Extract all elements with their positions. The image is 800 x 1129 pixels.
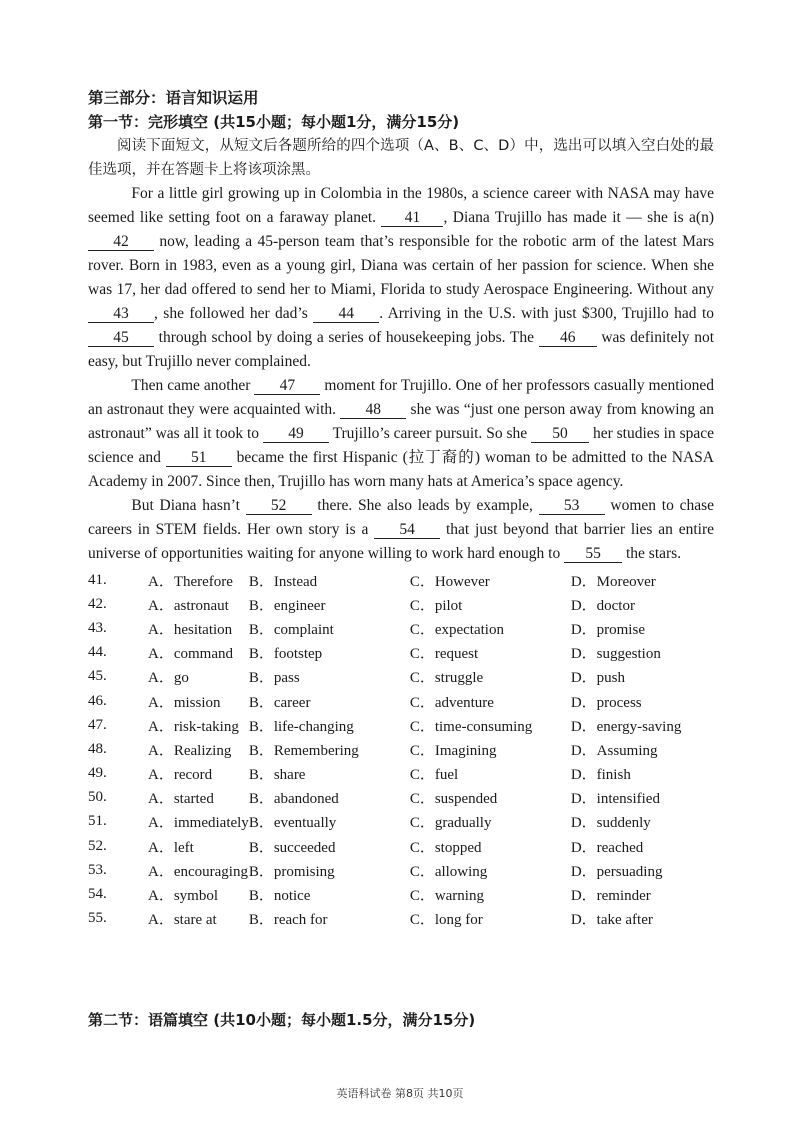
- question-number: 55.: [88, 910, 107, 927]
- passage-text: now, leading a 45-person team that’s responsible for the robotic arm of the latest Mars rover. Born in 1983, even as a young girl, Diana was certain of her passion for science. When she was 17, her dad offered to send her to Miami, Florida to study Aerospace Engineering. Without any: [88, 233, 714, 298]
- option-a: A．go: [148, 670, 189, 687]
- passage-text: her studies in space science and: [88, 425, 714, 466]
- blank-43: 43: [88, 306, 154, 323]
- passage-text: moment for Trujillo. One of her professors casually mentioned an astronaut they were acquainted with.: [88, 377, 714, 418]
- passage-paragraph-3: [88, 494, 714, 566]
- passage-text: Then came another: [131, 377, 255, 394]
- blank-46: 46: [539, 330, 597, 347]
- blank-52: 52: [246, 498, 312, 515]
- option-c: C．struggle: [409, 670, 484, 687]
- option-row: [88, 882, 711, 906]
- option-row: [88, 786, 711, 810]
- blank-42: 42: [88, 234, 154, 251]
- options-table: [88, 568, 711, 931]
- question-number: 49.: [88, 765, 107, 782]
- option-b: B．footstep: [248, 646, 323, 663]
- option-d: D．finish: [570, 767, 631, 784]
- option-b: B．engineer: [248, 597, 326, 614]
- option-a: A．encouraging: [148, 863, 248, 880]
- option-b: B．Remembering: [248, 742, 359, 759]
- option-row: [88, 592, 711, 616]
- option-d: D．intensified: [570, 791, 660, 808]
- option-b: B．succeeded: [248, 839, 336, 856]
- question-number: 48.: [88, 740, 107, 757]
- blank-51: 51: [166, 450, 232, 467]
- option-d: D．promise: [570, 621, 645, 638]
- question-number: 54.: [88, 886, 107, 903]
- option-b: B．career: [248, 694, 311, 711]
- option-d: D．suggestion: [570, 646, 661, 663]
- option-a: A．symbol: [148, 888, 219, 905]
- question-number: 53.: [88, 861, 107, 878]
- option-row: [88, 689, 711, 713]
- blank-45: 45: [88, 330, 154, 347]
- option-a: A．astronaut: [148, 597, 229, 614]
- question-number: 44.: [88, 644, 107, 661]
- option-row: [88, 641, 711, 665]
- question-number: 41.: [88, 571, 107, 588]
- option-c: C．time-consuming: [409, 718, 533, 735]
- question-number: 42.: [88, 595, 107, 612]
- passage-text: women to chase careers in STEM fields. Her own story is a: [88, 497, 714, 538]
- option-c: C．request: [409, 646, 479, 663]
- exam-page: [88, 86, 714, 931]
- passage-text: was definitely not easy, but Trujillo never complained.: [88, 329, 714, 370]
- option-row: [88, 810, 711, 834]
- section2-title: 第二节：语篇填空 (共10小题；每小题1.5分，满分15分): [88, 1011, 476, 1029]
- passage-text: there. She also leads by example,: [311, 497, 539, 514]
- blank-48: 48: [340, 402, 406, 419]
- question-number: 46.: [88, 692, 107, 709]
- option-a: A．hesitation: [148, 621, 233, 638]
- passage-text: she was “just one person away from knowing an astronaut” was all it took to: [88, 401, 714, 442]
- blank-53: 53: [539, 498, 605, 515]
- option-d: D．Moreover: [570, 573, 656, 590]
- option-c: C．suspended: [409, 791, 498, 808]
- passage-text: . Arriving in the U.S. with just $300, Trujillo had to: [379, 305, 714, 322]
- option-a: A．stare at: [148, 912, 217, 929]
- option-a: A．immediately: [148, 815, 249, 832]
- option-d: D．reached: [570, 839, 644, 856]
- option-a: A．command: [148, 646, 233, 663]
- blank-47: 47: [254, 378, 320, 395]
- option-d: D．suddenly: [570, 815, 651, 832]
- option-a: A．mission: [148, 694, 221, 711]
- option-b: B．pass: [248, 670, 300, 687]
- blank-55: 55: [564, 546, 622, 563]
- option-c: C．warning: [409, 888, 484, 905]
- option-a: A．risk-taking: [148, 718, 239, 735]
- option-b: B．Instead: [248, 573, 318, 590]
- option-c: C．fuel: [409, 767, 459, 784]
- option-d: D．process: [570, 694, 642, 711]
- option-row: [88, 713, 711, 737]
- option-d: D．push: [570, 670, 625, 687]
- option-c: C．stopped: [409, 839, 482, 856]
- option-d: D．persuading: [570, 863, 663, 880]
- blank-44: 44: [313, 306, 379, 323]
- blank-49: 49: [263, 426, 329, 443]
- option-c: C．adventure: [409, 694, 494, 711]
- option-row: [88, 907, 711, 931]
- option-a: A．Therefore: [148, 573, 233, 590]
- option-d: D．take after: [570, 912, 653, 929]
- page-footer: 英语科试卷 第8页 共10页: [336, 1087, 464, 1100]
- passage-text: For a little girl growing up in Colombia in the 1980s, a science career with NASA may have seemed like setting foot on a faraway planet.: [88, 185, 714, 226]
- option-c: C．allowing: [409, 863, 488, 880]
- option-b: B．life-changing: [248, 718, 354, 735]
- passage-text: But Diana hasn’t: [131, 497, 246, 514]
- option-c: C．long for: [409, 912, 483, 929]
- passage-text: through school by doing a series of housekeeping jobs. The: [154, 329, 539, 346]
- passage-text: Trujillo’s career pursuit. So she: [328, 425, 532, 442]
- question-number: 43.: [88, 619, 107, 636]
- blank-54: 54: [374, 522, 440, 539]
- option-b: B．reach for: [248, 912, 328, 929]
- question-number: 50.: [88, 789, 107, 806]
- blank-41: 41: [381, 210, 443, 227]
- option-row: [88, 568, 711, 592]
- option-c: C．Imagining: [409, 742, 497, 759]
- passage-text: became the first Hispanic (拉丁裔的) woman to be admitted to the NASA Academy in 2007. Since then, Trujillo has worn many hats at America’s space agency.: [88, 449, 714, 490]
- option-row: [88, 616, 711, 640]
- option-d: D．reminder: [570, 888, 651, 905]
- section-title: 第三部分：语言知识运用: [88, 89, 259, 107]
- option-c: C．pilot: [409, 597, 463, 614]
- question-number: 52.: [88, 837, 107, 854]
- question-number: 47.: [88, 716, 107, 733]
- option-b: B．notice: [248, 888, 311, 905]
- section-subtitle: 第一节：完形填空 (共15小题；每小题1分，满分15分): [88, 113, 460, 131]
- option-b: B．promising: [248, 863, 335, 880]
- option-a: A．started: [148, 791, 214, 808]
- passage-text: the stars.: [622, 545, 682, 562]
- option-c: C．However: [409, 573, 490, 590]
- option-c: C．gradually: [409, 815, 492, 832]
- passage-text: , Diana Trujillo has made it — she is a(n): [443, 209, 714, 226]
- option-d: D．doctor: [570, 597, 635, 614]
- question-number: 45.: [88, 668, 107, 685]
- option-row: [88, 737, 711, 761]
- option-b: B．share: [248, 767, 306, 784]
- option-row: [88, 834, 711, 858]
- option-d: D．energy-saving: [570, 718, 682, 735]
- passage-text: that just beyond that barrier lies an entire universe of opportunities waiting for anyone willing to work hard enough to: [88, 521, 714, 562]
- option-b: B．complaint: [248, 621, 334, 638]
- option-a: A．Realizing: [148, 742, 232, 759]
- question-number: 51.: [88, 813, 107, 830]
- passage-paragraph-2: [88, 374, 714, 494]
- option-row: [88, 665, 711, 689]
- option-b: B．abandoned: [248, 791, 339, 808]
- option-a: A．left: [148, 839, 194, 856]
- option-c: C．expectation: [409, 621, 504, 638]
- instructions: 阅读下面短文，从短文后各题所给的四个选项（A、B、C、D）中，选出可以填入空白处的最佳选项，并在答题卡上将该项涂黑。: [88, 138, 714, 178]
- option-row: [88, 858, 711, 882]
- blank-50: 50: [531, 426, 589, 443]
- passage-paragraph-1: [88, 182, 714, 374]
- option-a: A．record: [148, 767, 213, 784]
- option-b: B．eventually: [248, 815, 337, 832]
- passage-text: , she followed her dad’s: [154, 305, 314, 322]
- option-d: D．Assuming: [570, 742, 658, 759]
- option-row: [88, 762, 711, 786]
